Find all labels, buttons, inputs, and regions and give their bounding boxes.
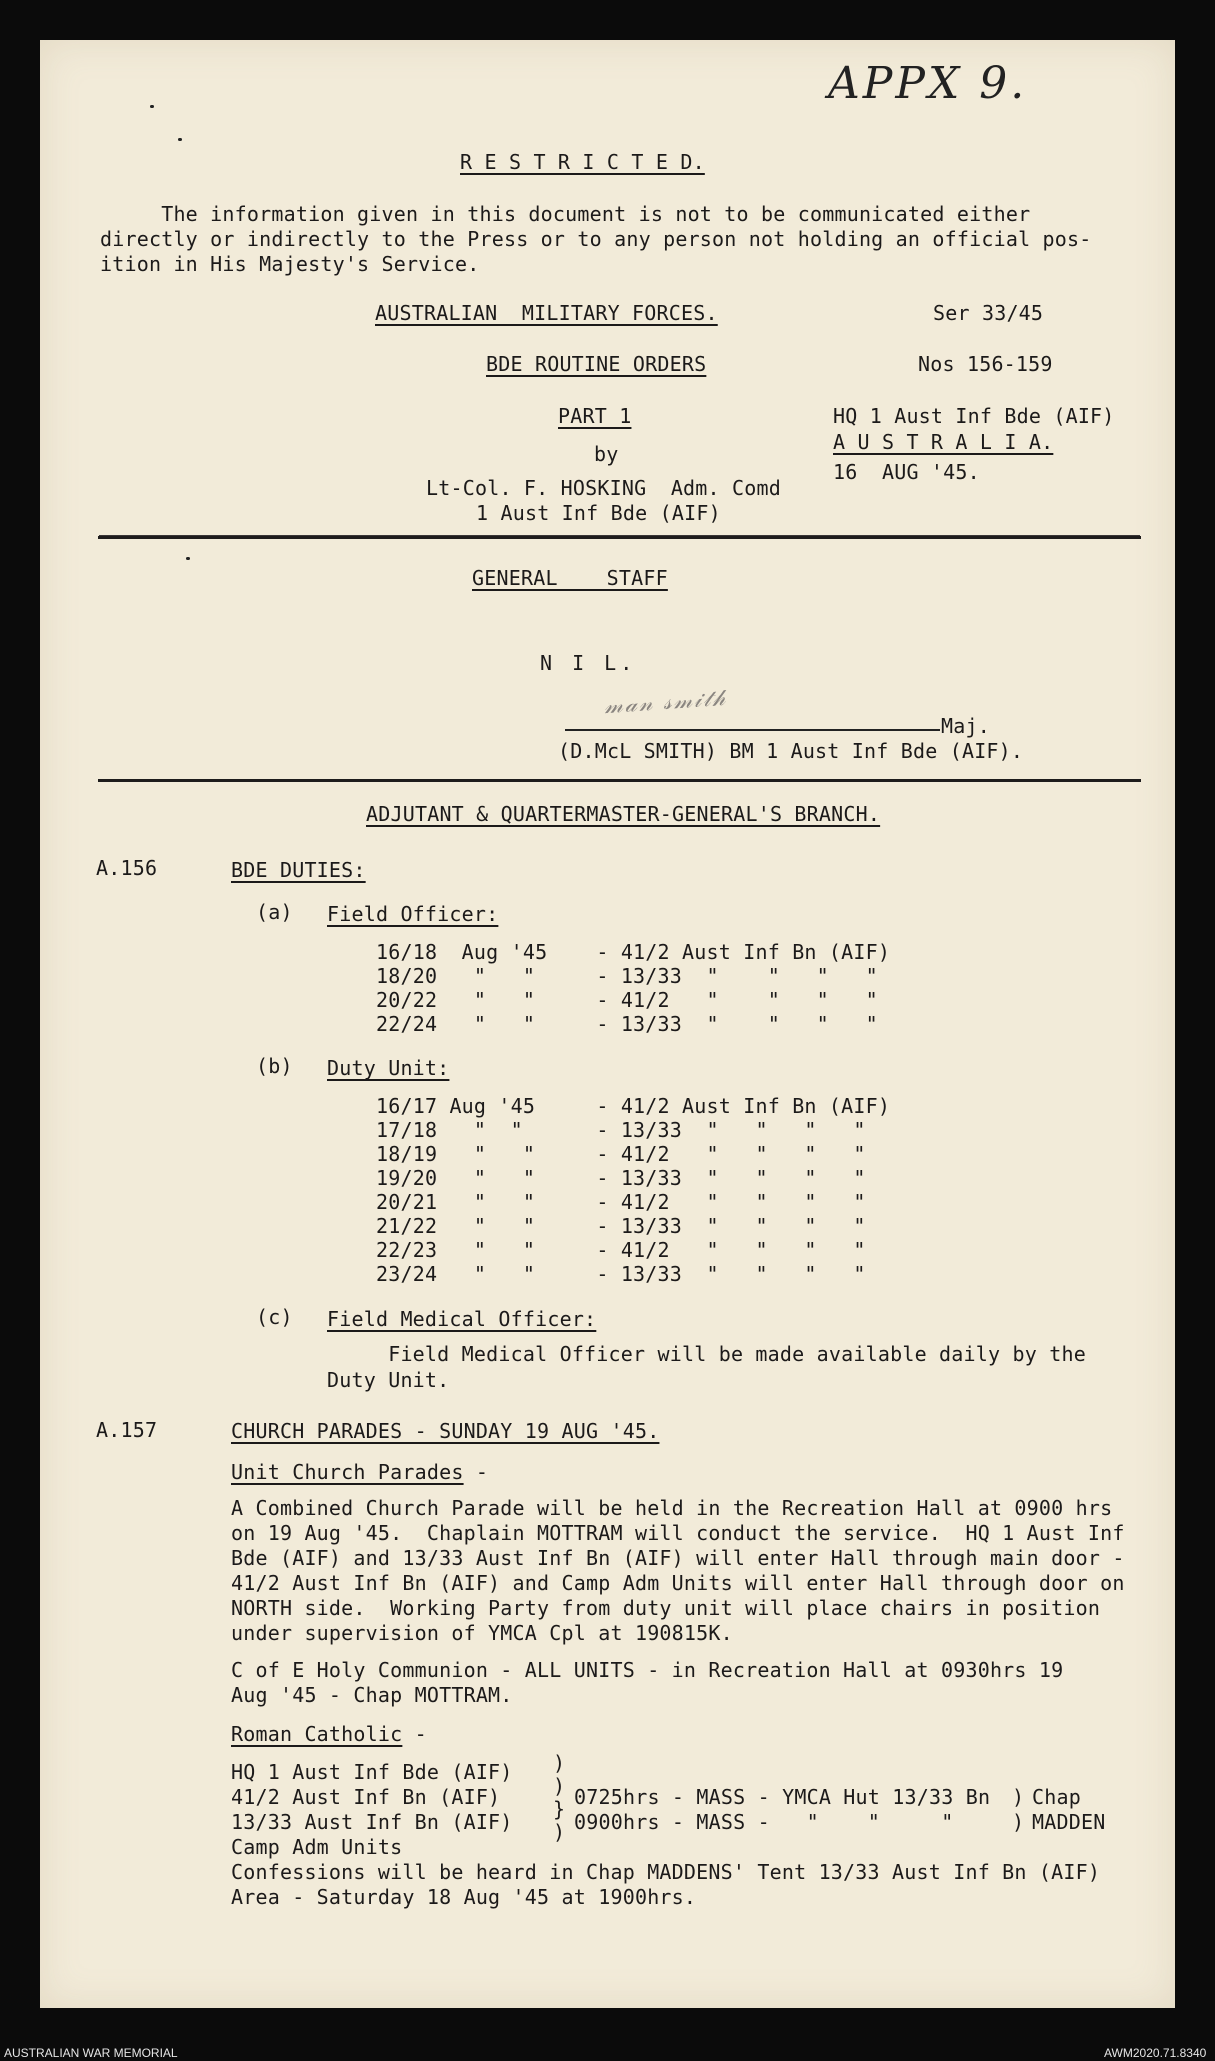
rc-time: 0900hrs - MASS - " " "	[574, 1810, 954, 1834]
signatory-name: (D.McL SMITH) BM 1 Aust Inf Bde (AIF).	[558, 739, 1024, 763]
appendix-annotation: APPX 9.	[828, 58, 1028, 109]
restricted-heading: R E S T R I C T E D.	[460, 150, 705, 174]
signature-line	[565, 729, 940, 731]
paragraph-line: 41/2 Aust Inf Bn (AIF) and Camp Adm Units will enter Hall through door on	[231, 1571, 1125, 1595]
chaplain-label: Chap	[1032, 1785, 1081, 1809]
roster-row: 22/24 " " - 13/33 " " " "	[376, 1012, 878, 1036]
sub-title: Unit Church Parades	[231, 1460, 464, 1484]
brace-right: ) )	[1012, 1785, 1025, 1834]
location-line: A U S T R A L I A.	[833, 430, 1054, 454]
rc-unit: 13/33 Aust Inf Bn (AIF)	[231, 1810, 513, 1834]
warning-line: ition in His Majesty's Service.	[100, 252, 480, 276]
rc-unit: HQ 1 Aust Inf Bde (AIF)	[231, 1760, 513, 1784]
part-heading: PART 1	[558, 404, 632, 428]
divider-rule	[98, 779, 1141, 782]
by-label: by	[594, 442, 619, 466]
brace-left: ) ) } )	[553, 1751, 566, 1844]
forces-heading: AUSTRALIAN MILITARY FORCES.	[375, 301, 718, 325]
general-staff-content: N I L.	[540, 651, 637, 675]
roster-row: 18/19 " " - 41/2 " " " "	[376, 1142, 866, 1166]
orders-heading: BDE ROUTINE ORDERS	[486, 352, 707, 376]
roster-row: 20/22 " " - 41/2 " " " "	[376, 988, 878, 1012]
roster-row: 16/17 Aug '45 - 41/2 Aust Inf Bn (AIF)	[376, 1094, 891, 1118]
paragraph-line: Field Medical Officer will be made available daily by the	[327, 1342, 1086, 1366]
issuer-unit: 1 Aust Inf Bde (AIF)	[476, 501, 721, 525]
warning-line: The information given in this document is not to be communicated either	[100, 202, 1031, 226]
roster-row: 21/22 " " - 13/33 " " " "	[376, 1214, 866, 1238]
handwritten-signature: 𝓂𝒶𝓃 𝓈𝓂𝒾𝓉𝒽	[603, 685, 729, 720]
order-number: A.156	[96, 856, 158, 880]
paragraph-line: Duty Unit.	[327, 1368, 450, 1392]
paragraph-line: Aug '45 - Chap MOTTRAM.	[231, 1683, 513, 1707]
general-staff-heading: GENERAL STAFF	[472, 566, 668, 590]
roster-row: 18/20 " " - 13/33 " " " "	[376, 964, 878, 988]
aqmg-heading: ADJUTANT & QUARTERMASTER-GENERAL'S BRANCH.	[366, 802, 881, 826]
sub-label: (a)	[256, 900, 293, 924]
roster-row: 19/20 " " - 13/33 " " " "	[376, 1166, 866, 1190]
roster-row: 23/24 " " - 13/33 " " " "	[376, 1262, 866, 1286]
signatory-rank: Maj.	[941, 714, 990, 738]
sub-title: Duty Unit:	[327, 1056, 450, 1080]
divider-rule	[98, 536, 1141, 539]
paragraph-line: NORTH side. Working Party from duty unit will place chairs in position	[231, 1596, 1101, 1620]
roster-row: 16/18 Aug '45 - 41/2 Aust Inf Bn (AIF)	[376, 940, 891, 964]
sub-title-row: Roman Catholic -	[231, 1722, 427, 1746]
sub-title-row: Unit Church Parades -	[231, 1460, 489, 1484]
serial-number: Ser 33/45	[933, 301, 1044, 325]
paragraph-line: Confessions will be heard in Chap MADDENS' Tent 13/33 Aust Inf Bn (AIF)	[231, 1860, 1101, 1884]
sub-label: (b)	[256, 1054, 293, 1078]
sub-title: Field Medical Officer:	[327, 1307, 597, 1331]
paragraph-line: A Combined Church Parade will be held in the Recreation Hall at 0900 hrs	[231, 1496, 1113, 1520]
paragraph-line: C of E Holy Communion - ALL UNITS - in Recreation Hall at 0930hrs 19	[231, 1658, 1064, 1682]
warning-line: directly or indirectly to the Press or to any person not holding an official pos-	[100, 227, 1092, 251]
sub-label: (c)	[256, 1305, 293, 1329]
rc-unit: Camp Adm Units	[231, 1835, 403, 1859]
paragraph-line: under supervision of YMCA Cpl at 190815K.	[231, 1621, 733, 1645]
paragraph-line: Bde (AIF) and 13/33 Aust Inf Bn (AIF) will enter Hall through main door -	[231, 1546, 1125, 1570]
sub-title: Roman Catholic	[231, 1722, 403, 1746]
order-numbers: Nos 156-159	[918, 352, 1053, 376]
date-line: 16 AUG '45.	[833, 460, 980, 484]
roster-row: 17/18 " " - 13/33 " " " "	[376, 1118, 866, 1142]
roster-row: 22/23 " " - 41/2 " " " "	[376, 1238, 866, 1262]
rc-time: 0725hrs - MASS - YMCA Hut 13/33 Bn	[574, 1785, 991, 1809]
archive-name: AUSTRALIAN WAR MEMORIAL	[4, 2046, 178, 2060]
sub-title: Field Officer:	[327, 902, 499, 926]
roster-row: 20/21 " " - 41/2 " " " "	[376, 1190, 866, 1214]
order-title: BDE DUTIES:	[231, 858, 366, 882]
issuer-line: Lt-Col. F. HOSKING Adm. Comd	[426, 476, 781, 500]
archive-reference: AWM2020.71.8340	[1104, 2046, 1207, 2060]
chaplain-name: MADDEN	[1032, 1810, 1106, 1834]
hq-line: HQ 1 Aust Inf Bde (AIF)	[833, 404, 1115, 428]
paragraph-line: on 19 Aug '45. Chaplain MOTTRAM will conduct the service. HQ 1 Aust Inf	[231, 1521, 1125, 1545]
rc-unit: 41/2 Aust Inf Bn (AIF)	[231, 1785, 501, 1809]
order-title: CHURCH PARADES - SUNDAY 19 AUG '45.	[231, 1419, 660, 1443]
order-number: A.157	[96, 1418, 158, 1442]
paragraph-line: Area - Saturday 18 Aug '45 at 1900hrs.	[231, 1885, 697, 1909]
